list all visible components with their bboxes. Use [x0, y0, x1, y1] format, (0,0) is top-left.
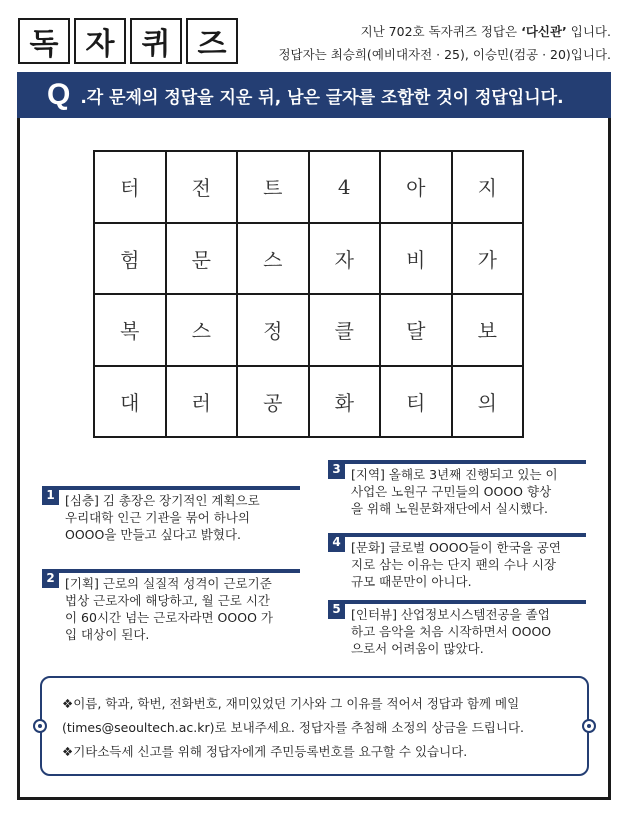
clue-text	[351, 539, 586, 590]
clue-text	[351, 466, 586, 517]
grid-cell: 클	[309, 294, 381, 366]
grid-cell: 비	[380, 223, 452, 295]
grid-cell: 스	[237, 223, 309, 295]
clue-line: 으로서 어려움이 많았다.	[351, 641, 484, 656]
clue-1	[42, 486, 300, 556]
grid-row	[94, 223, 523, 295]
grid-cell: 문	[166, 223, 238, 295]
clue-number: 4	[328, 533, 345, 552]
clue-text	[351, 606, 586, 657]
notice-left-dot-icon	[33, 719, 47, 733]
clue-text	[65, 575, 300, 643]
title-char-box: 독	[18, 18, 70, 64]
grid-cell: 보	[452, 294, 524, 366]
clue-line: 하고 음악을 처음 시작하면서 OOOO	[351, 624, 552, 639]
clue-4	[328, 533, 586, 603]
grid-cell: 러	[166, 366, 238, 438]
grid-cell: 아	[380, 151, 452, 223]
clue-line: 사업은 노원구 구민들의 OOOO 향상	[351, 484, 552, 499]
previous-answer-line	[278, 20, 611, 43]
title-char-box: 퀴	[130, 18, 182, 64]
grid-cell: 티	[380, 366, 452, 438]
clue-number: 1	[42, 486, 59, 505]
grid-row	[94, 366, 523, 438]
grid-cell: 의	[452, 366, 524, 438]
clue-line: 규모 때문만이 아니다.	[351, 574, 472, 589]
grid-cell: 터	[94, 151, 166, 223]
previous-answer-info	[278, 20, 611, 66]
quiz-title	[18, 18, 242, 64]
question-text: .각 문제의 정답을 지운 뒤, 남은 글자를 조합한 것이 정답입니다.	[80, 87, 564, 108]
clue-bar	[328, 600, 586, 604]
clue-5	[328, 600, 586, 670]
grid-cell: 험	[94, 223, 166, 295]
clue-line: 법상 근로자에 해당하고, 월 근로 시간	[65, 593, 270, 608]
letter-grid	[93, 150, 524, 438]
grid-cell: 달	[380, 294, 452, 366]
clue-line: 이 60시간 넘는 근로자라면 OOOO 가	[65, 610, 273, 625]
clue-line: 우리대학 인근 기관을 묶어 하나의	[65, 510, 250, 525]
clue-bar	[42, 569, 300, 573]
notice-line-3: ❖기타소득세 신고를 위해 정답자에게 주민등록번호를 요구할 수 있습니다.	[62, 744, 468, 759]
clue-bar	[328, 460, 586, 464]
clue-line: OOOO을 만들고 싶다고 밝혔다.	[65, 527, 241, 542]
clue-number: 5	[328, 600, 345, 619]
clue-bar	[42, 486, 300, 490]
clue-text	[65, 492, 300, 543]
clue-line: [심층] 김 총장은 장기적인 계획으로	[65, 493, 260, 508]
grid-row	[94, 151, 523, 223]
question-banner	[17, 72, 611, 118]
grid-cell: 가	[452, 223, 524, 295]
grid-row	[94, 294, 523, 366]
clue-line: 입 대상이 된다.	[65, 627, 150, 642]
grid-cell: 지	[452, 151, 524, 223]
clue-bar	[328, 533, 586, 537]
winners-line: 정답자는 최승희(예비대자전 · 25), 이승민(컴공 · 20)입니다.	[278, 47, 611, 62]
clue-line: 지로 삼는 이유는 단지 팬의 수나 시장	[351, 557, 556, 572]
previous-answer: ‘다신관’	[521, 24, 567, 39]
grid-cell: 정	[237, 294, 309, 366]
clue-line: [인터뷰] 산업정보시스템전공을 졸업	[351, 607, 550, 622]
question-marker: Q	[47, 78, 71, 111]
submission-notice	[40, 676, 589, 776]
notice-line-1: ❖이름, 학과, 학번, 전화번호, 재미있었던 기사와 그 이유를 적어서 정답과 함께 메일	[62, 696, 520, 711]
clue-2	[42, 569, 300, 649]
clue-line: 을 위해 노원문화재단에서 실시했다.	[351, 501, 549, 516]
clue-number: 3	[328, 460, 345, 479]
grid-cell: 공	[237, 366, 309, 438]
grid-cell: 자	[309, 223, 381, 295]
notice-line-2: (times@seoultech.ac.kr)로 보내주세요. 정답자를 추첨해 소정의 상금을 드립니다.	[62, 720, 525, 735]
clue-line: [문화] 글로벌 OOOO들이 한국을 공연	[351, 540, 561, 555]
grid-cell: 트	[237, 151, 309, 223]
grid-cell: 복	[94, 294, 166, 366]
clue-line: [지역] 올해로 3년째 진행되고 있는 이	[351, 467, 558, 482]
clue-number: 2	[42, 569, 59, 588]
notice-right-dot-icon	[582, 719, 596, 733]
clue-3	[328, 460, 586, 530]
clue-line: [기획] 근로의 실질적 성격이 근로기준	[65, 576, 272, 591]
title-char-box: 즈	[186, 18, 238, 64]
grid-cell: 전	[166, 151, 238, 223]
grid-cell: 스	[166, 294, 238, 366]
previous-answer-suffix: 입니다.	[566, 24, 611, 39]
grid-cell: 4	[309, 151, 381, 223]
grid-cell: 대	[94, 366, 166, 438]
grid-cell: 화	[309, 366, 381, 438]
title-char-box: 자	[74, 18, 126, 64]
previous-answer-prefix: 지난 702호 독자퀴즈 정답은	[360, 24, 522, 39]
